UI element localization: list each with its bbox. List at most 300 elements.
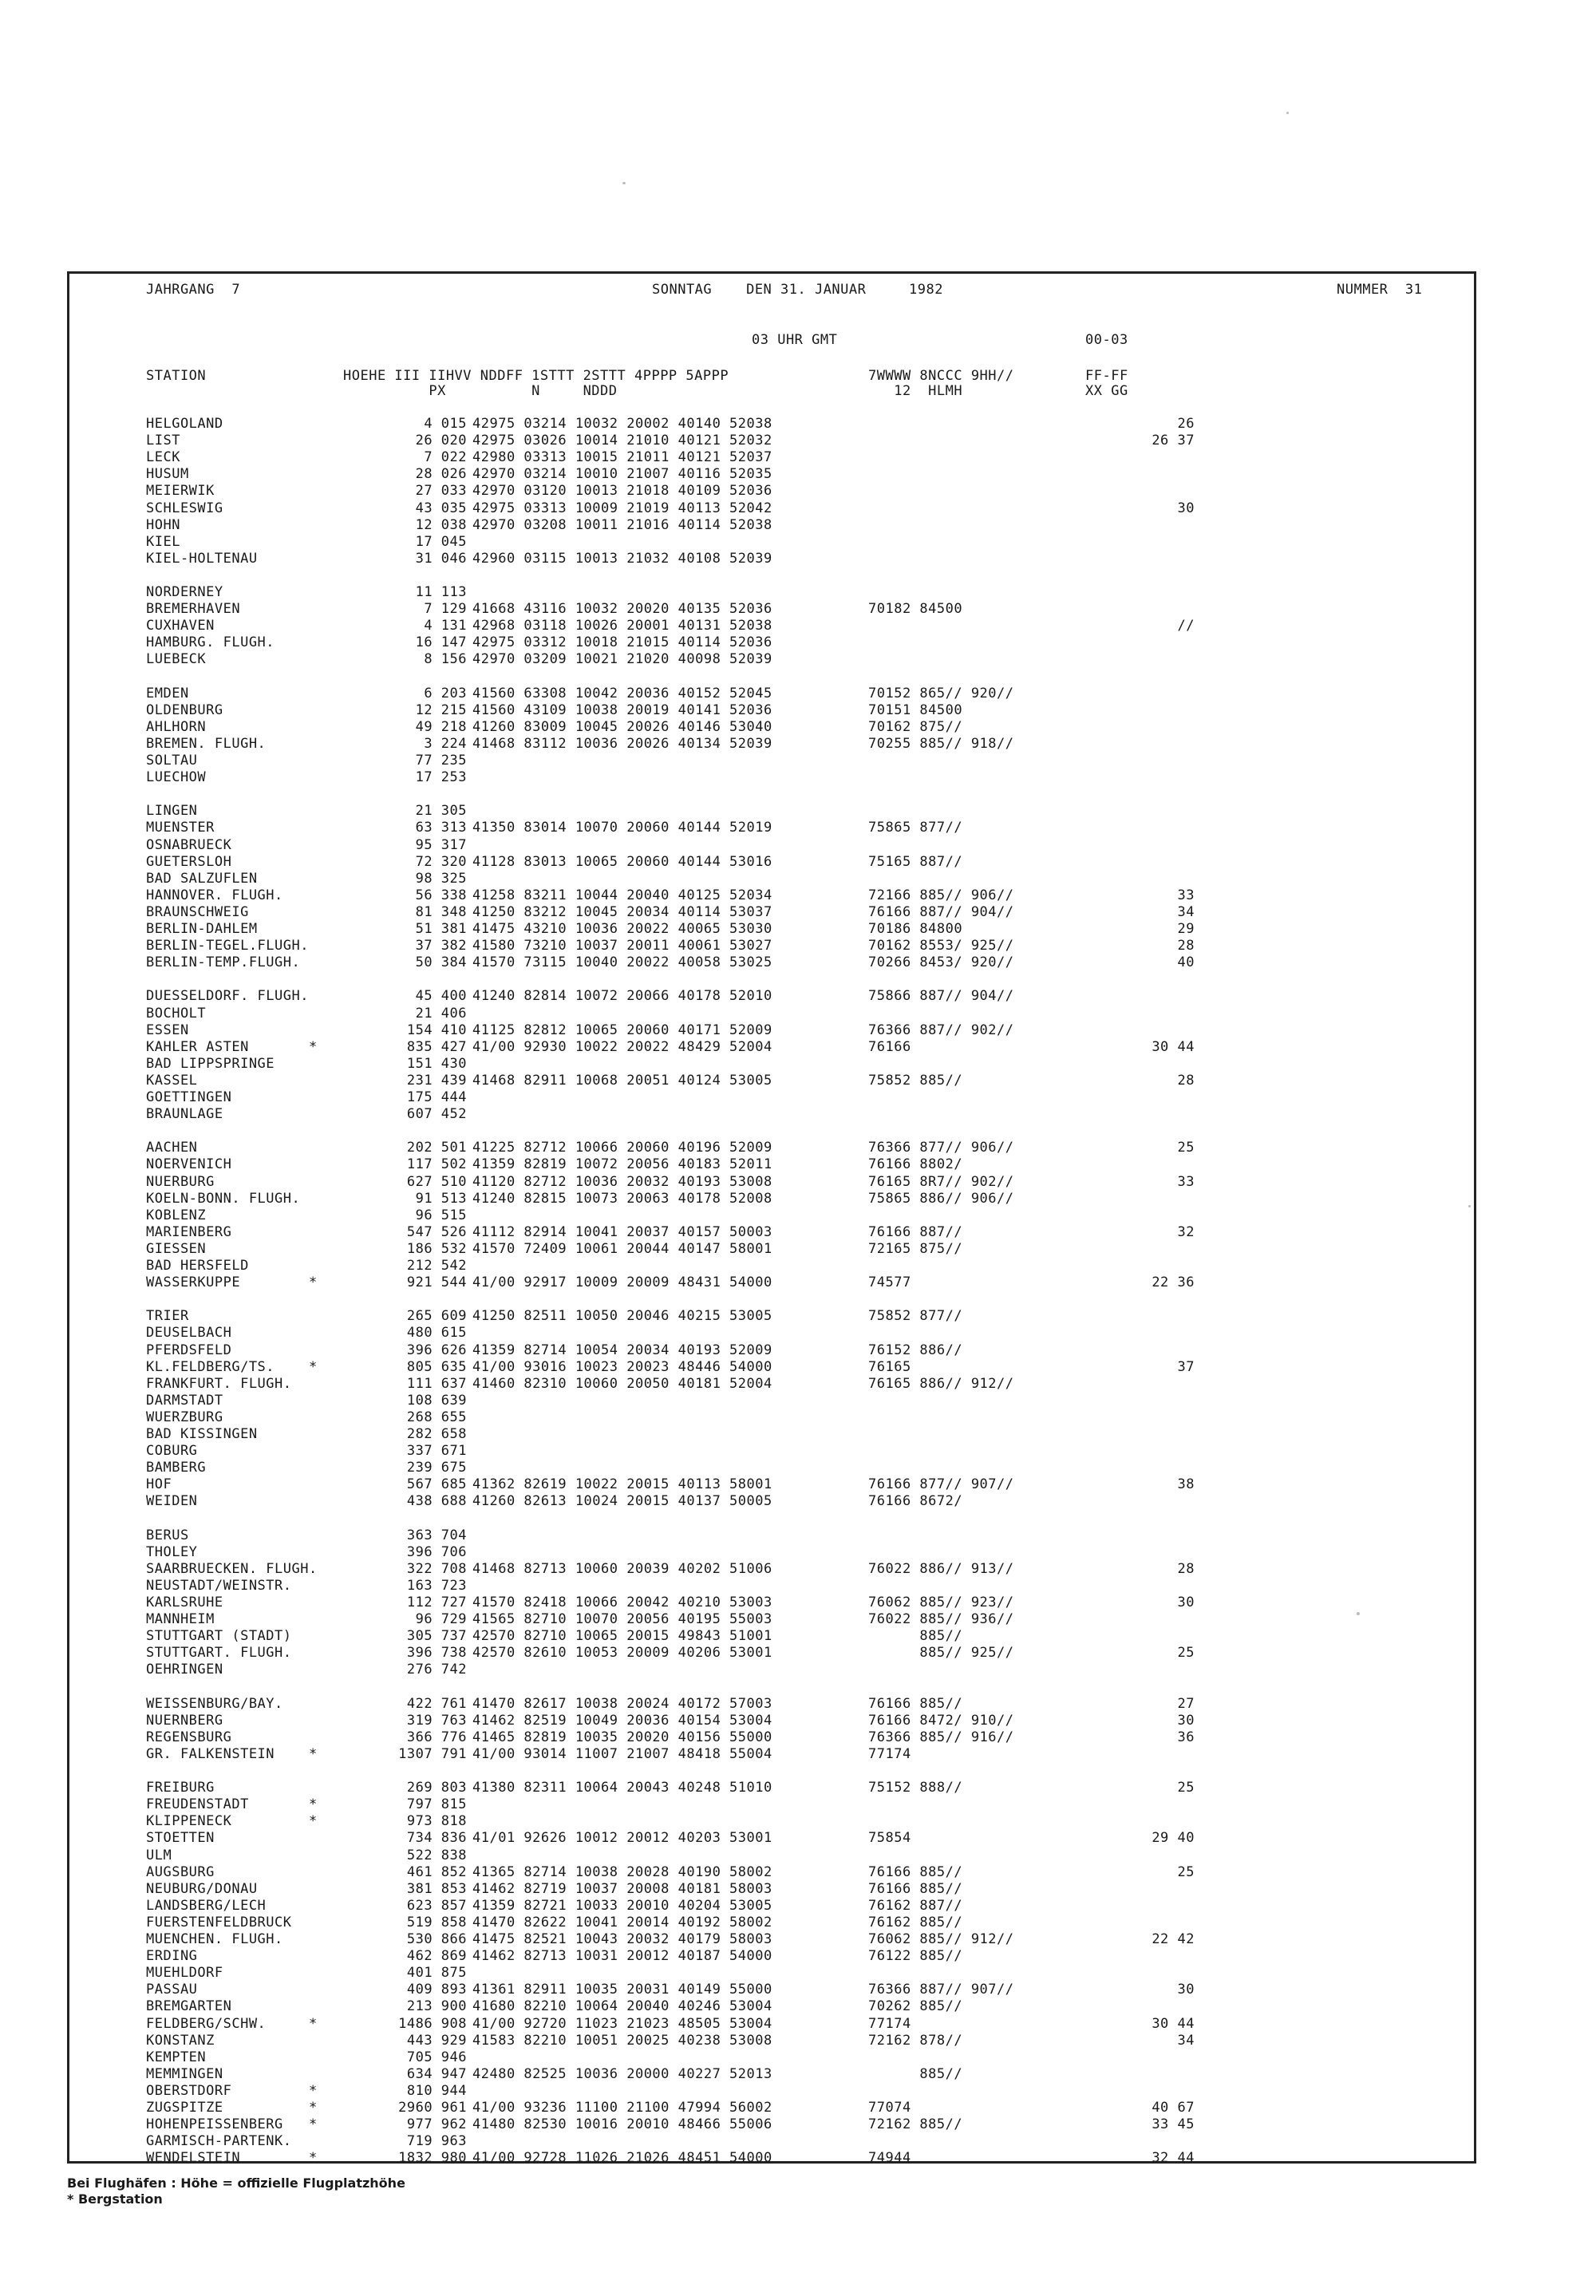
station-name: KAHLER ASTEN *	[146, 1038, 318, 1055]
station-name: OLDENBURG	[146, 701, 223, 718]
station-name: MEIERWIK	[146, 483, 215, 500]
station-height: 797 815	[406, 1796, 467, 1813]
station-height: 366 776	[406, 1729, 467, 1745]
station-height: 11 113	[415, 584, 467, 600]
station-height: 72 320	[415, 853, 467, 870]
station-name: KASSEL	[146, 1072, 198, 1089]
station-height: 705 946	[406, 2049, 467, 2065]
station-name: NUERBURG	[146, 1173, 215, 1190]
station-height: 27 033	[415, 483, 467, 500]
station-wind: 22 36	[1152, 1274, 1195, 1291]
station-name: BERUS	[146, 1527, 189, 1543]
station-name: WEISSENBURG/BAY.	[146, 1695, 283, 1712]
station-name: KIEL	[146, 533, 180, 550]
station-name: GUETERSLOH	[146, 853, 232, 870]
station-codes: 41470 82622 10041 20014 40192 58002	[472, 1914, 772, 1930]
station-weather: 70255 885// 918//	[868, 735, 1014, 752]
station-name: KOBLENZ	[146, 1207, 207, 1223]
station-height: 438 688	[406, 1493, 467, 1510]
table-row	[69, 2116, 1474, 2133]
station-wind: 38	[1177, 1476, 1195, 1493]
station-wind: 26	[1177, 416, 1195, 432]
table-row	[69, 1998, 1474, 2015]
station-name: KEMPTEN	[146, 2049, 207, 2065]
station-name: MANNHEIM	[146, 1611, 215, 1628]
station-codes: 42975 03313 10009 21019 40113 52042	[472, 500, 772, 516]
station-weather: 76152 886//	[868, 1342, 963, 1358]
station-height: 973 818	[406, 1813, 467, 1830]
table-row	[69, 2016, 1474, 2033]
station-weather: 75865 877//	[868, 820, 963, 836]
station-name: MARIENBERG	[146, 1223, 232, 1240]
station-name: NEUBURG/DONAU	[146, 1880, 258, 1897]
station-name: ESSEN	[146, 1022, 189, 1038]
station-wind: 30	[1177, 500, 1195, 516]
column-header-codes: HOEHE III IIHVV NDDFF 1STTT 2STTT 4PPPP 5APPP	[343, 368, 729, 384]
station-height: 21 406	[415, 1005, 467, 1022]
station-height: 28 026	[415, 466, 467, 483]
table-row	[69, 938, 1474, 954]
table-row	[69, 1140, 1474, 1156]
station-name: FREUDENSTADT *	[146, 1796, 318, 1813]
station-height: 1832 980	[398, 2150, 467, 2167]
table-row	[69, 1089, 1474, 1106]
station-name: BREMEN. FLUGH.	[146, 735, 267, 752]
station-weather: 76165	[868, 1358, 911, 1375]
station-codes: 41468 82713 10060 20039 40202 51006	[472, 1560, 772, 1577]
station-weather: 76022 886// 913//	[868, 1560, 1014, 1577]
table-row	[69, 651, 1474, 668]
station-codes: 41560 43109 10038 20019 40141 52036	[472, 701, 772, 718]
station-name: GR. FALKENSTEIN *	[146, 1745, 318, 1762]
station-codes: 41/00 93016 10023 20023 48446 54000	[472, 1358, 772, 1375]
table-row	[69, 1645, 1474, 1662]
station-weather: 76165 886// 912//	[868, 1375, 1014, 1392]
table-row	[69, 1191, 1474, 1207]
station-wind: 34	[1177, 2032, 1195, 2049]
table-row	[69, 1426, 1474, 1443]
station-height: 98 325	[415, 870, 467, 887]
station-height: 77 235	[415, 753, 467, 769]
station-height: 186 532	[406, 1240, 467, 1257]
station-codes: 41365 82714 10038 20028 40190 58002	[472, 1863, 772, 1880]
table-row	[69, 1898, 1474, 1915]
station-weather: 72165 875//	[868, 1240, 963, 1257]
station-name: BERLIN-TEMP.FLUGH.	[146, 954, 301, 971]
station-height: 4 131	[424, 618, 467, 634]
station-height: 56 338	[415, 887, 467, 903]
station-wind: 25	[1177, 1645, 1195, 1662]
station-name: BAD KISSINGEN	[146, 1426, 258, 1442]
station-height: 461 852	[406, 1863, 467, 1880]
column-header-weather: 7WWWW 8NCCC 9HH//	[868, 368, 1014, 384]
station-name: ZUGSPITZE *	[146, 2100, 318, 2116]
station-name: LUEBECK	[146, 651, 207, 668]
table-row	[69, 736, 1474, 753]
jahrgang: JAHRGANG 7	[146, 282, 241, 298]
station-height: 45 400	[415, 988, 467, 1005]
table-row	[69, 803, 1474, 820]
station-weather: 76366 887// 902//	[868, 1022, 1014, 1038]
station-name: MUENSTER	[146, 820, 215, 836]
station-codes: 41240 82814 10072 20066 40178 52010	[472, 988, 772, 1005]
table-row	[69, 1864, 1474, 1881]
station-wind: 28	[1177, 1560, 1195, 1577]
table-row	[69, 534, 1474, 551]
table-row	[69, 854, 1474, 871]
table-row	[69, 954, 1474, 971]
station-name: HAMBURG. FLUGH.	[146, 634, 275, 651]
table-row	[69, 1156, 1474, 1173]
table-row	[69, 1813, 1474, 1830]
table-row	[69, 1006, 1474, 1022]
table-row	[69, 433, 1474, 449]
table-row	[69, 1881, 1474, 1898]
station-height: 151 430	[406, 1055, 467, 1072]
station-name: BAD SALZUFLEN	[146, 870, 258, 887]
station-name: FELDBERG/SCHW. *	[146, 2015, 318, 2032]
station-height: 17 253	[415, 769, 467, 786]
station-height: 175 444	[406, 1089, 467, 1105]
table-row	[69, 2083, 1474, 2100]
station-height: 634 947	[406, 2065, 467, 2082]
station-codes: 41668 43116 10032 20020 40135 52036	[472, 601, 772, 618]
table-row	[69, 449, 1474, 466]
station-name: BRAUNLAGE	[146, 1106, 223, 1123]
station-wind: 32 44	[1152, 2150, 1195, 2167]
station-name: HANNOVER. FLUGH.	[146, 887, 283, 903]
footnote-airport: Bei Flughäfen : Höhe = offizielle Flugplatzhöhe	[67, 2175, 405, 2191]
table-row	[69, 2100, 1474, 2116]
station-name: STOETTEN	[146, 1830, 215, 1847]
station-codes: 41/00 92720 11023 21023 48505 53004	[472, 2015, 772, 2032]
station-wind: 28	[1177, 938, 1195, 954]
station-name: FREIBURG	[146, 1780, 215, 1796]
table-row	[69, 1393, 1474, 1409]
station-name: OEHRINGEN	[146, 1662, 223, 1678]
station-height: 63 313	[415, 820, 467, 836]
station-weather: 76165 8R7// 902//	[868, 1173, 1014, 1190]
station-name: REGENSBURG	[146, 1729, 232, 1745]
station-codes: 41560 63308 10042 20036 40152 52045	[472, 685, 772, 701]
station-codes: 41468 82911 10068 20051 40124 53005	[472, 1072, 772, 1089]
station-name: HOHN	[146, 516, 180, 533]
station-codes: 41570 82418 10066 20042 40210 53003	[472, 1595, 772, 1610]
station-codes: 41125 82812 10065 20060 40171 52009	[472, 1022, 772, 1038]
station-height: 396 706	[406, 1543, 467, 1560]
station-wind: 25	[1177, 1863, 1195, 1880]
station-height: 6 203	[424, 685, 467, 701]
station-weather: 76166 8472/ 910//	[868, 1712, 1014, 1729]
station-codes: 41470 82617 10038 20024 40172 57003	[472, 1695, 772, 1712]
station-codes: 41570 73115 10040 20022 40058 53025	[472, 954, 772, 971]
table-row	[69, 1527, 1474, 1544]
station-name: MUENCHEN. FLUGH.	[146, 1931, 283, 1947]
station-weather: 76366 887// 907//	[868, 1982, 1014, 1998]
column-header-weather-sub: 12 HLMH	[868, 383, 963, 399]
station-height: 16 147	[415, 634, 467, 651]
station-name: GIESSEN	[146, 1240, 207, 1257]
station-height: 530 866	[406, 1931, 467, 1947]
table-row	[69, 1376, 1474, 1393]
station-name: FRANKFURT. FLUGH.	[146, 1375, 292, 1392]
station-name: SCHLESWIG	[146, 500, 223, 516]
station-wind: 37	[1177, 1358, 1195, 1375]
station-name: HELGOLAND	[146, 416, 223, 432]
station-codes: 42975 03026 10014 21010 40121 52032	[472, 433, 772, 449]
station-codes: 41359 82714 10054 20034 40193 52009	[472, 1342, 772, 1358]
station-height: 111 637	[406, 1375, 467, 1392]
station-height: 26 020	[415, 433, 467, 449]
station-codes: 41/01 92626 10012 20012 40203 53001	[472, 1830, 772, 1847]
station-wind: 33	[1177, 887, 1195, 903]
station-codes: 41475 43210 10036 20022 40065 53030	[472, 921, 772, 937]
station-wind: 36	[1177, 1729, 1195, 1745]
station-weather: 76122 885//	[868, 1948, 963, 1965]
station-name: AACHEN	[146, 1140, 198, 1156]
station-height: 519 858	[406, 1914, 467, 1930]
station-height: 12 215	[415, 701, 467, 718]
station-weather: 70162 875//	[868, 718, 963, 735]
table-row	[69, 1847, 1474, 1864]
station-height: 81 348	[415, 903, 467, 920]
station-height: 4 015	[424, 416, 467, 432]
station-codes: 41361 82911 10035 20031 40149 55000	[472, 1982, 772, 1998]
table-row	[69, 1544, 1474, 1561]
table-row	[69, 2066, 1474, 2083]
table-row	[69, 2133, 1474, 2150]
station-height: 443 929	[406, 2032, 467, 2049]
station-height: 627 510	[406, 1173, 467, 1190]
table-row	[69, 1982, 1474, 1998]
issue-date: SONNTAG DEN 31. JANUAR 1982	[652, 282, 943, 298]
station-height: 51 381	[415, 921, 467, 937]
station-height: 422 761	[406, 1695, 467, 1712]
station-wind: 25	[1177, 1780, 1195, 1796]
station-height: 49 218	[415, 718, 467, 735]
station-weather: 70262 885//	[868, 1998, 963, 2015]
station-height: 117 502	[406, 1156, 467, 1173]
station-height: 50 384	[415, 954, 467, 971]
station-codes: 42975 03312 10018 21015 40114 52036	[472, 634, 772, 651]
table-row	[69, 1780, 1474, 1796]
table-row	[69, 769, 1474, 786]
station-weather: 885//	[868, 2065, 963, 2082]
station-wind: 30 44	[1152, 1038, 1195, 1055]
table-row	[69, 634, 1474, 651]
table-row	[69, 1915, 1474, 1931]
station-name: ERDING	[146, 1948, 198, 1965]
station-codes: 41480 82530 10016 20010 48466 55006	[472, 2116, 772, 2133]
station-weather: 76022 885// 936//	[868, 1611, 1014, 1628]
station-name: PASSAU	[146, 1982, 198, 1998]
station-wind: 30	[1177, 1595, 1195, 1610]
station-weather: 75152 888//	[868, 1780, 963, 1796]
table-row	[69, 921, 1474, 938]
station-height: 213 900	[406, 1998, 467, 2015]
station-codes: 41465 82819 10035 20020 40156 55000	[472, 1729, 772, 1745]
station-weather: 70152 865// 920//	[868, 685, 1014, 701]
station-wind: 22 42	[1152, 1931, 1195, 1947]
station-codes: 41468 83112 10036 20026 40134 52039	[472, 735, 772, 752]
station-height: 734 836	[406, 1830, 467, 1847]
station-name: MUEHLDORF	[146, 1965, 223, 1982]
station-name: AHLHORN	[146, 718, 207, 735]
station-wind: 30 44	[1152, 2015, 1195, 2032]
station-name: BAD LIPPSPRINGE	[146, 1055, 275, 1072]
station-wind: 30	[1177, 1982, 1195, 1998]
station-wind: 34	[1177, 903, 1195, 920]
station-weather: 76366 885// 916//	[868, 1729, 1014, 1745]
station-weather: 72166 885// 906//	[868, 887, 1014, 903]
station-height: 921 544	[406, 1274, 467, 1291]
table-row	[69, 887, 1474, 904]
station-name: COBURG	[146, 1443, 198, 1460]
station-weather: 70182 84500	[868, 601, 963, 618]
station-name: WUERZBURG	[146, 1409, 223, 1425]
station-name: LIST	[146, 433, 180, 449]
observation-period: 00-03	[1085, 332, 1128, 348]
table-row	[69, 1662, 1474, 1678]
table-row	[69, 1073, 1474, 1089]
station-height: 319 763	[406, 1712, 467, 1729]
station-name: LECK	[146, 449, 180, 466]
table-row	[69, 1561, 1474, 1578]
station-codes: 42970 03120 10013 21018 40109 52036	[472, 483, 772, 500]
station-name: TRIER	[146, 1308, 189, 1325]
station-codes: 42570 82710 10065 20015 49843 51001	[472, 1628, 772, 1645]
table-row	[69, 500, 1474, 517]
station-name: KOELN-BONN. FLUGH.	[146, 1190, 301, 1207]
station-weather: 75866 887// 904//	[868, 988, 1014, 1005]
station-wind: 29 40	[1152, 1830, 1195, 1847]
station-wind: 26 37	[1152, 433, 1195, 449]
station-height: 212 542	[406, 1258, 467, 1274]
station-name: EMDEN	[146, 685, 189, 701]
station-weather: 76166 887//	[868, 1223, 963, 1240]
station-name: NORDERNEY	[146, 584, 223, 600]
column-header-station: STATION	[146, 368, 207, 384]
station-height: 3 224	[424, 735, 467, 752]
station-weather: 76162 887//	[868, 1897, 963, 1914]
table-row	[69, 1409, 1474, 1426]
station-height: 337 671	[406, 1443, 467, 1460]
table-row	[69, 601, 1474, 618]
station-height: 7 129	[424, 601, 467, 618]
table-row	[69, 551, 1474, 567]
station-codes: 41583 82210 10051 20025 40238 53008	[472, 2032, 772, 2049]
station-height: 108 639	[406, 1392, 467, 1409]
table-row	[69, 2150, 1474, 2167]
table-row	[69, 1207, 1474, 1224]
station-weather: 70151 84500	[868, 701, 963, 718]
table-row	[69, 2033, 1474, 2049]
station-weather: 75852 877//	[868, 1308, 963, 1325]
station-weather: 75854	[868, 1830, 911, 1847]
station-codes: 41258 83211 10044 20040 40125 52034	[472, 887, 772, 903]
station-codes: 41359 82721 10033 20010 40204 53005	[472, 1897, 772, 1914]
column-header-wind: FF-FF	[1085, 368, 1128, 384]
station-codes: 41/00 93236 11100 21100 47994 56002	[472, 2100, 772, 2116]
table-row	[69, 416, 1474, 433]
station-codes: 41/00 92930 10022 20022 48429 52004	[472, 1038, 772, 1055]
station-weather: 77174	[868, 2015, 911, 2032]
table-row	[69, 1578, 1474, 1595]
station-name: DARMSTADT	[146, 1392, 223, 1409]
station-codes: 41260 83009 10045 20026 40146 53040	[472, 718, 772, 735]
station-height: 12 038	[415, 516, 467, 533]
station-height: 21 305	[415, 803, 467, 820]
station-height: 623 857	[406, 1897, 467, 1914]
station-codes: 41380 82311 10064 20043 40248 51010	[472, 1780, 772, 1796]
table-row	[69, 483, 1474, 500]
station-name: DUESSELDORF. FLUGH.	[146, 988, 309, 1005]
station-codes: 41/00 92917 10009 20009 48431 54000	[472, 1274, 772, 1291]
station-name: STUTTGART. FLUGH.	[146, 1645, 292, 1662]
station-height: 1307 791	[398, 1745, 467, 1762]
station-wind: 27	[1177, 1695, 1195, 1712]
table-row	[69, 584, 1474, 601]
station-codes: 41112 82914 10041 20037 40157 50003	[472, 1223, 772, 1240]
observation-time: 03 UHR GMT	[752, 332, 838, 348]
station-weather: 77174	[868, 1745, 911, 1762]
table-row	[69, 466, 1474, 483]
station-name: GARMISCH-PARTENK.	[146, 2133, 292, 2150]
station-height: 409 893	[406, 1982, 467, 1998]
station-weather: 76162 885//	[868, 1914, 963, 1930]
station-height: 96 729	[415, 1611, 467, 1628]
table-row	[69, 1325, 1474, 1342]
station-name: BAD HERSFELD	[146, 1258, 249, 1274]
station-height: 719 963	[406, 2133, 467, 2150]
table-row	[69, 1595, 1474, 1611]
table-row	[69, 1729, 1474, 1746]
station-height: 202 501	[406, 1140, 467, 1156]
table-row	[69, 618, 1474, 634]
station-name: BERLIN-DAHLEM	[146, 921, 258, 937]
table-row	[69, 1342, 1474, 1359]
station-weather: 72162 878//	[868, 2032, 963, 2049]
station-weather: 76062 885// 923//	[868, 1595, 1014, 1610]
table-row	[69, 988, 1474, 1005]
station-codes: 41/00 93014 11007 21007 48418 55004	[472, 1745, 772, 1762]
table-row	[69, 1224, 1474, 1241]
station-height: 269 803	[406, 1780, 467, 1796]
station-codes: 41565 82710 10070 20056 40195 55003	[472, 1611, 772, 1628]
station-codes: 41225 82712 10066 20060 40196 52009	[472, 1140, 772, 1156]
station-name: LINGEN	[146, 803, 198, 820]
station-name: STUTTGART (STADT)	[146, 1628, 292, 1645]
station-codes: 42968 03118 10026 20001 40131 52038	[472, 618, 772, 634]
station-height: 2960 961	[398, 2100, 467, 2116]
table-row	[69, 1308, 1474, 1325]
station-height: 268 655	[406, 1409, 467, 1425]
station-name: AUGSBURG	[146, 1863, 215, 1880]
station-height: 154 410	[406, 1022, 467, 1038]
station-wind: 32	[1177, 1223, 1195, 1240]
table-row	[69, 1931, 1474, 1948]
table-row	[69, 1039, 1474, 1056]
table-row	[69, 1241, 1474, 1258]
station-name: BOCHOLT	[146, 1005, 207, 1022]
station-name: BERLIN-TEGEL.FLUGH.	[146, 938, 309, 954]
station-wind: 40 67	[1152, 2100, 1195, 2116]
table-row	[69, 1258, 1474, 1274]
table-row	[69, 1443, 1474, 1460]
station-height: 96 515	[415, 1207, 467, 1223]
table-row	[69, 1948, 1474, 1965]
station-height: 231 439	[406, 1072, 467, 1089]
